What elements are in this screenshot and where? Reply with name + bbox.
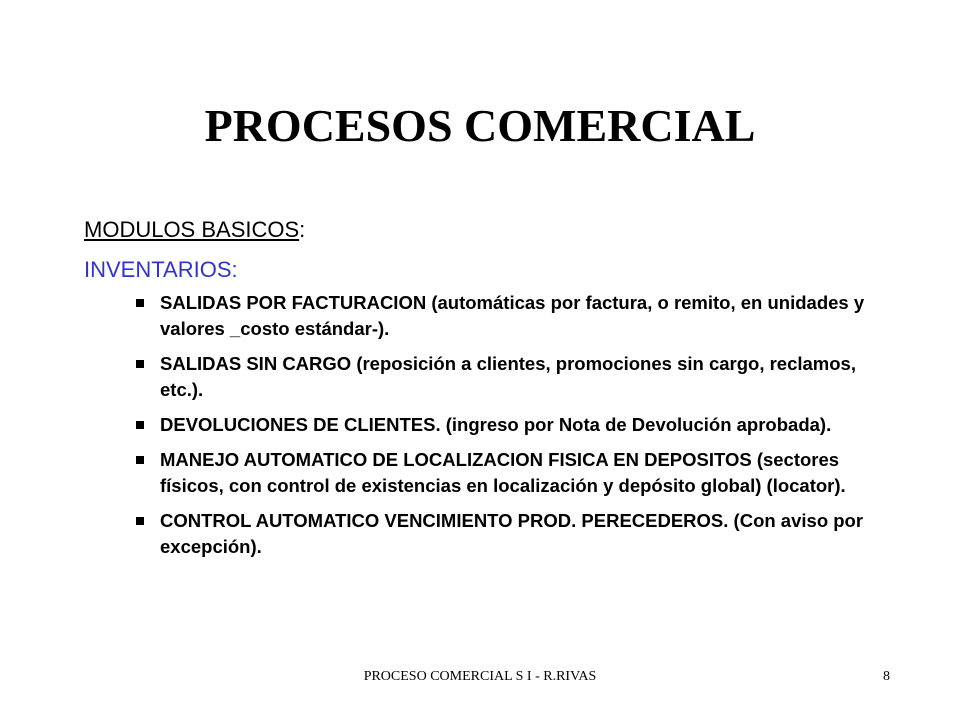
square-bullet-icon	[136, 299, 144, 307]
section-label-colon: :	[299, 217, 306, 242]
square-bullet-icon	[136, 360, 144, 368]
list-item	[136, 508, 876, 560]
square-bullet-icon	[136, 517, 144, 525]
bullet-list	[136, 290, 876, 569]
subheading-inventarios: INVENTARIOS:	[84, 257, 238, 282]
list-item	[136, 290, 876, 342]
list-item-text: DEVOLUCIONES DE CLIENTES. (ingreso por Nota de Devolución aprobada).	[160, 414, 832, 435]
section-label	[84, 216, 305, 244]
page-number: 8	[883, 669, 890, 684]
section-label-text: MODULOS BASICOS	[84, 217, 300, 242]
square-bullet-icon	[136, 421, 144, 429]
slide-title: PROCESOS COMERCIAL	[204, 100, 756, 151]
square-bullet-icon	[136, 456, 144, 464]
list-item-text: SALIDAS POR FACTURACION (automáticas por factura, o remito, en unidades y valores _costo estándar-).	[160, 292, 865, 339]
list-item	[136, 447, 876, 499]
list-item	[136, 351, 876, 403]
list-item-text: SALIDAS SIN CARGO (reposición a clientes, promociones sin cargo, reclamos, etc.).	[160, 353, 856, 400]
list-item-text: CONTROL AUTOMATICO VENCIMIENTO PROD. PERECEDEROS. (Con aviso por excepción).	[160, 510, 864, 557]
footer-text: PROCESO COMERCIAL S I - R.RIVAS	[363, 669, 597, 684]
list-item	[136, 412, 876, 438]
list-item-text: MANEJO AUTOMATICO DE LOCALIZACION FISICA EN DEPOSITOS (sectores físicos, con control de existencias en localización y depósito global) (locator).	[160, 449, 846, 496]
